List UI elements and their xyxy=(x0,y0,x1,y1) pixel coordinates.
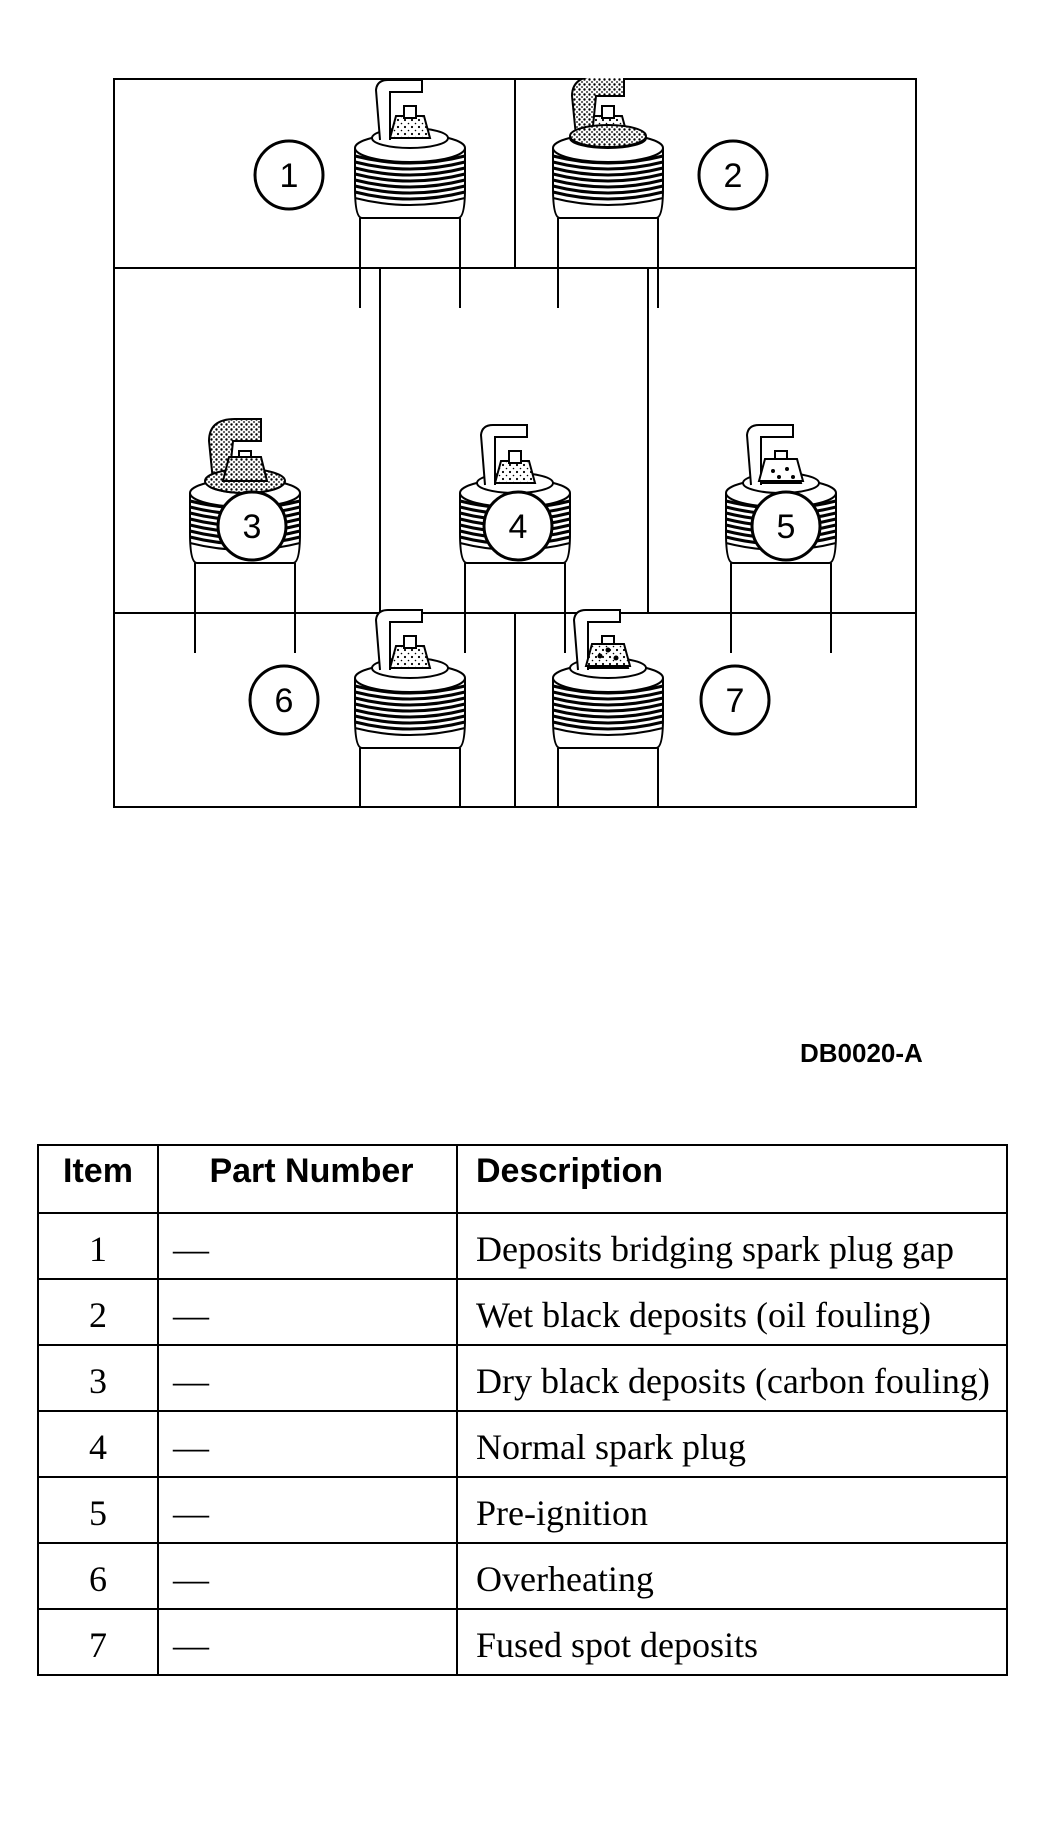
callout-7 xyxy=(701,666,769,734)
svg-text:1: 1 xyxy=(279,157,299,195)
description: Overheating xyxy=(457,1543,1007,1609)
legend-table xyxy=(37,1144,1008,1676)
table-row xyxy=(38,1411,1007,1477)
callout-5 xyxy=(752,492,820,560)
description: Normal spark plug xyxy=(457,1411,1007,1477)
svg-text:5: 5 xyxy=(776,508,796,546)
column-header-item: Item xyxy=(38,1145,158,1213)
item-number: 2 xyxy=(38,1279,158,1345)
table-row xyxy=(38,1609,1007,1675)
legend-header-row xyxy=(38,1145,1007,1213)
spark-plug-illustration xyxy=(113,78,917,808)
item-number: 5 xyxy=(38,1477,158,1543)
svg-text:3: 3 xyxy=(242,508,262,546)
description: Pre-ignition xyxy=(457,1477,1007,1543)
item-number: 3 xyxy=(38,1345,158,1411)
part-number: — xyxy=(158,1543,457,1609)
svg-text:7: 7 xyxy=(725,682,745,720)
description: Deposits bridging spark plug gap xyxy=(457,1213,1007,1279)
column-header-description: Description xyxy=(457,1145,1007,1213)
item-number: 1 xyxy=(38,1213,158,1279)
part-number: — xyxy=(158,1411,457,1477)
item-number: 4 xyxy=(38,1411,158,1477)
spark-plug-figure xyxy=(113,78,917,808)
figure-code: DB0020-A xyxy=(800,1038,923,1068)
callout-3 xyxy=(218,492,286,560)
callout-4 xyxy=(484,492,552,560)
table-row xyxy=(38,1543,1007,1609)
svg-text:4: 4 xyxy=(508,508,528,546)
part-number: — xyxy=(158,1609,457,1675)
callout-1 xyxy=(255,141,323,209)
callout-6 xyxy=(250,666,318,734)
callout-2 xyxy=(699,141,767,209)
part-number: — xyxy=(158,1477,457,1543)
item-number: 7 xyxy=(38,1609,158,1675)
description: Fused spot deposits xyxy=(457,1609,1007,1675)
column-header-part-number: Part Number xyxy=(158,1145,457,1213)
description: Dry black deposits (carbon fouling) xyxy=(457,1345,1007,1411)
table-row xyxy=(38,1345,1007,1411)
table-row xyxy=(38,1477,1007,1543)
part-number: — xyxy=(158,1279,457,1345)
table-row xyxy=(38,1213,1007,1279)
item-number: 6 xyxy=(38,1543,158,1609)
svg-text:2: 2 xyxy=(723,157,743,195)
part-number: — xyxy=(158,1345,457,1411)
description: Wet black deposits (oil fouling) xyxy=(457,1279,1007,1345)
part-number: — xyxy=(158,1213,457,1279)
table-row xyxy=(38,1279,1007,1345)
svg-text:6: 6 xyxy=(274,682,294,720)
